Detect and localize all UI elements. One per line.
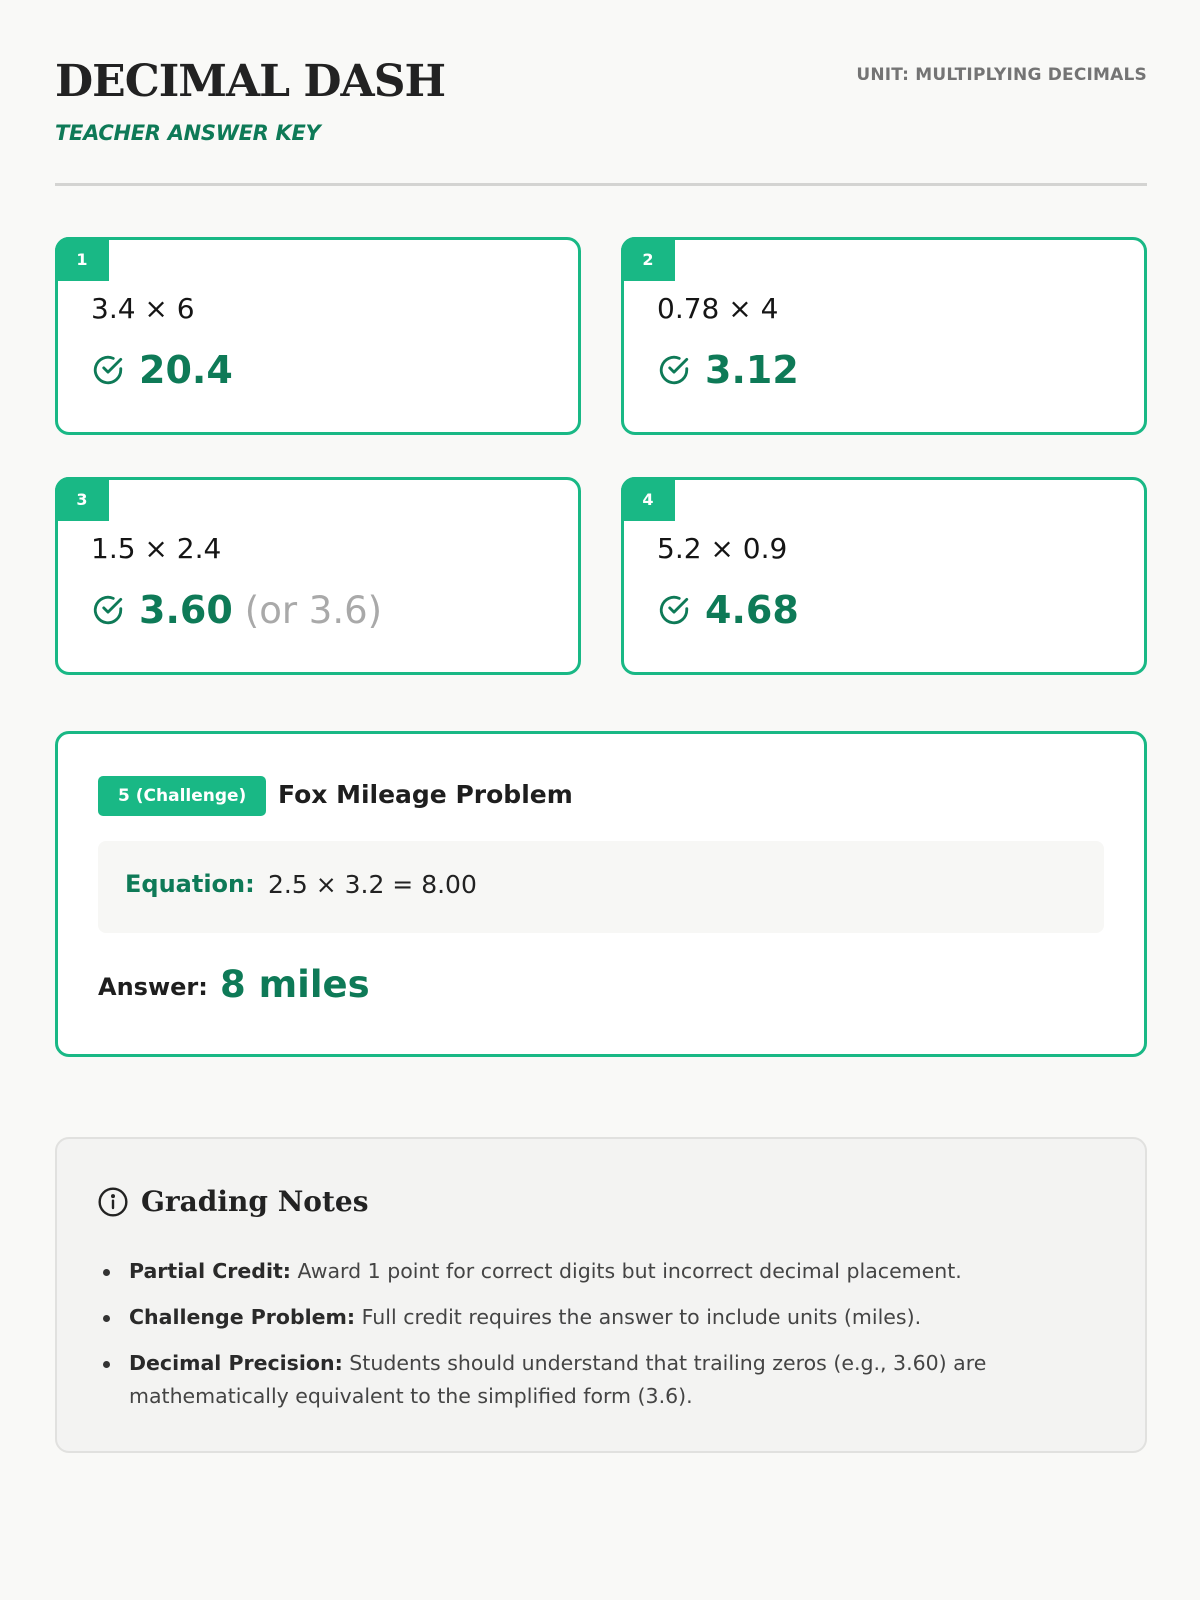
- grading-notes-panel: [55, 1137, 1147, 1453]
- note-text: Award 1 point for correct digits but incorrect decimal placement.: [291, 1259, 962, 1283]
- problem-card-4: [621, 477, 1147, 675]
- note-text: Students should understand that trailing zeros (e.g., 3.60) are mathematically equivalent to the simplified form (3.6).: [129, 1351, 987, 1408]
- problem-number-badge: 2: [621, 237, 675, 281]
- equation-box: [98, 841, 1104, 933]
- grading-notes-title: Grading Notes: [141, 1185, 369, 1218]
- problem-expression: 3.4 × 6: [91, 292, 195, 325]
- note-key: Challenge Problem:: [129, 1305, 356, 1329]
- problem-expression: 5.2 × 0.9: [657, 532, 788, 565]
- challenge-title: Fox Mileage Problem: [278, 780, 573, 809]
- problem-expression: 0.78 × 4: [657, 292, 779, 325]
- challenge-answer-label: Answer:: [98, 973, 208, 1001]
- grading-note-item: [97, 1301, 1027, 1334]
- check-circle-icon: [657, 353, 691, 387]
- answer-row: [657, 588, 799, 632]
- check-circle-icon: [657, 593, 691, 627]
- problem-answer: 4.68: [705, 588, 799, 632]
- challenge-badge: 5 (Challenge): [98, 776, 266, 816]
- challenge-card: [55, 731, 1147, 1057]
- answer-key-page: [55, 0, 1147, 1408]
- challenge-answer-value: 8 miles: [220, 963, 370, 1006]
- problem-answer: 3.60: [139, 588, 233, 632]
- answer-row: [657, 348, 799, 392]
- info-icon: [97, 1186, 129, 1218]
- problem-number-badge: 3: [55, 477, 109, 521]
- problem-answer: 20.4: [139, 348, 233, 392]
- answer-row: [91, 588, 382, 632]
- page-title: DECIMAL DASH: [55, 56, 446, 107]
- page-header: [55, 0, 1147, 186]
- grading-notes-list: [97, 1255, 1027, 1426]
- page-subtitle: TEACHER ANSWER KEY: [55, 121, 321, 145]
- problem-card-3: [55, 477, 581, 675]
- equation-label: Equation:: [125, 870, 255, 898]
- problem-expression: 1.5 × 2.4: [91, 532, 222, 565]
- note-key: Partial Credit:: [129, 1259, 291, 1283]
- grading-note-item: [97, 1347, 1027, 1413]
- alternate-answer: (or 3.6): [244, 588, 383, 632]
- grading-notes-header: [97, 1185, 369, 1218]
- unit-label: UNIT: MULTIPLYING DECIMALS: [856, 65, 1147, 85]
- grading-note-item: [97, 1255, 1027, 1288]
- note-key: Decimal Precision:: [129, 1351, 343, 1375]
- check-circle-icon: [91, 593, 125, 627]
- answer-row: [91, 348, 233, 392]
- problem-card-2: [621, 237, 1147, 435]
- equation-value: 2.5 × 3.2 = 8.00: [268, 870, 477, 899]
- note-text: Full credit requires the answer to include units (miles).: [355, 1305, 922, 1329]
- problem-number-badge: 1: [55, 237, 109, 281]
- problem-number-badge: 4: [621, 477, 675, 521]
- problem-card-1: [55, 237, 581, 435]
- check-circle-icon: [91, 353, 125, 387]
- problem-answer: 3.12: [705, 348, 799, 392]
